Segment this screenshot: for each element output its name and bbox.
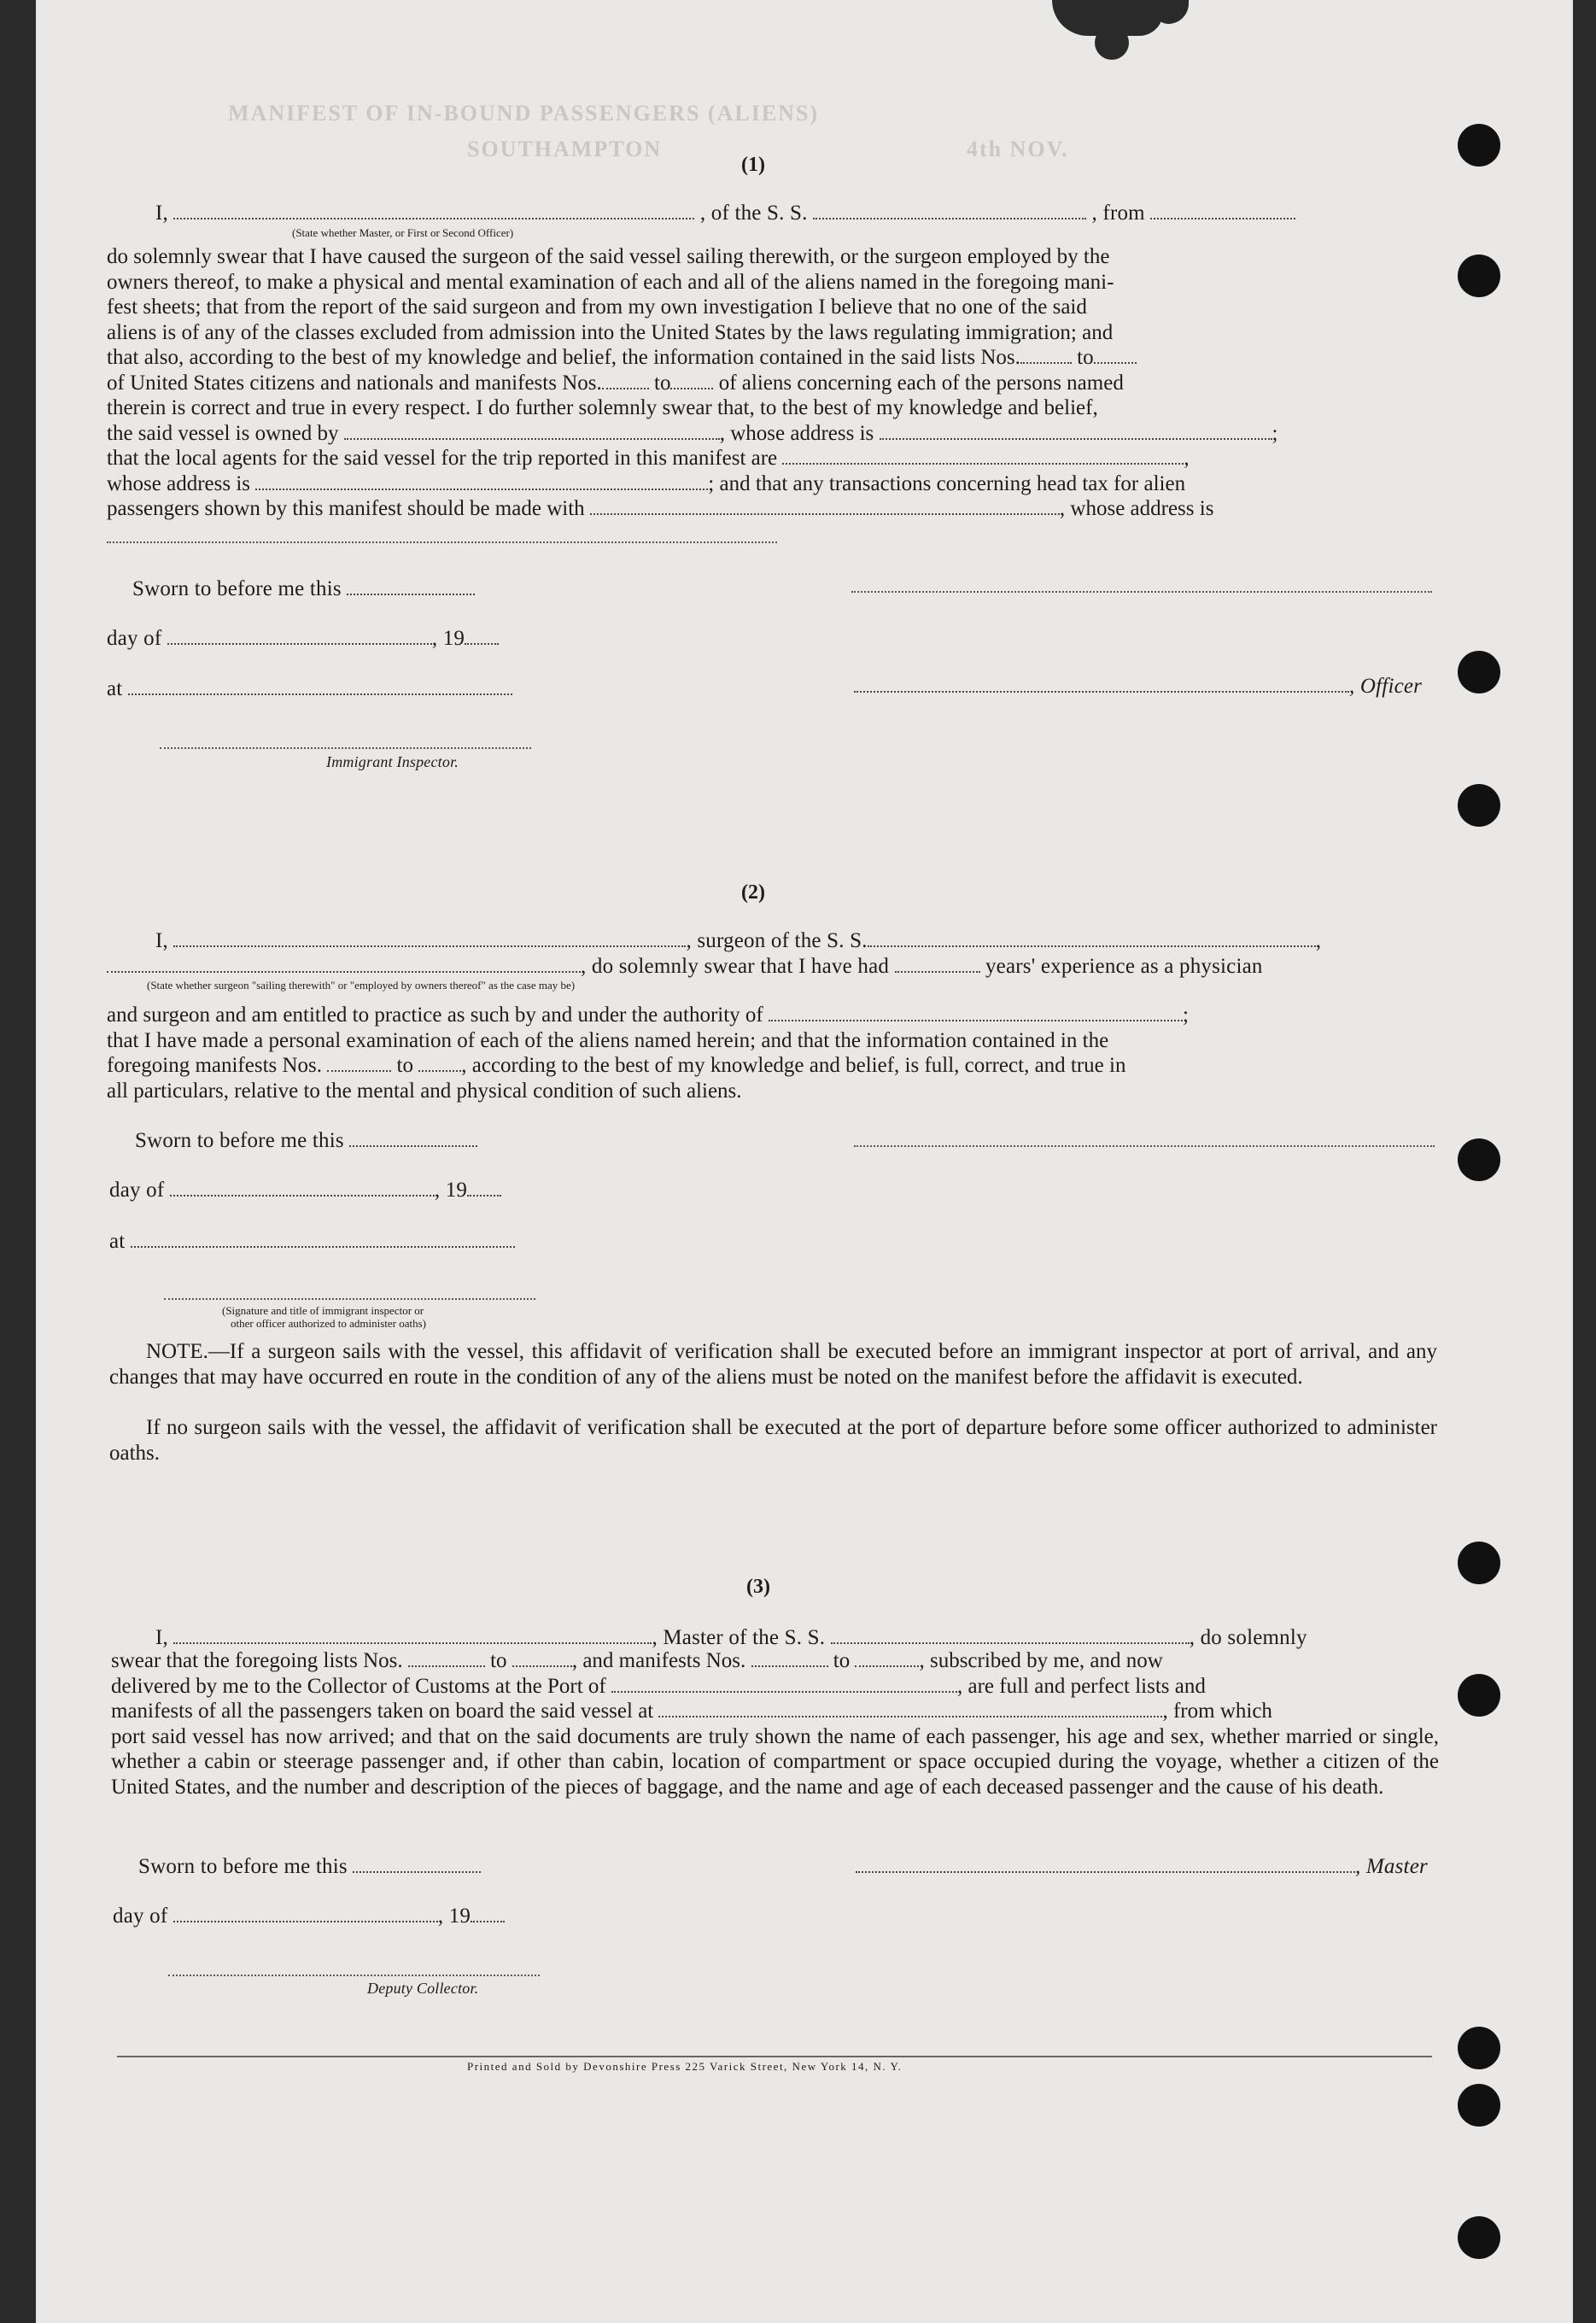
year-field[interactable] (467, 1179, 501, 1197)
address-continuation-field[interactable] (107, 540, 777, 543)
torn-edge (1155, 0, 1189, 24)
month-field[interactable] (173, 1905, 438, 1922)
punch-hole (1458, 255, 1500, 297)
embarkation-port-field[interactable] (658, 1700, 1162, 1717)
text-line: aliens is of any of the classes excluded from admission into the United States by the laws regulating immigration; and (107, 320, 1114, 344)
year-field[interactable] (465, 628, 499, 645)
section-1-body (107, 244, 1435, 522)
master-name-field[interactable] (173, 1627, 652, 1644)
collector-signature-field[interactable] (168, 1973, 540, 1976)
punch-hole (1458, 1542, 1500, 1584)
printer-imprint: Printed and Sold by Devonshire Press 225 Varick Street, New York 14, N. Y. (467, 2060, 903, 2073)
officer-note: (State whether Master, or First or Second Officer) (292, 226, 514, 239)
text-line: swear that the foregoing lists Nos. to , and manifests Nos. to , subscribed by me, and now (111, 1649, 1163, 1672)
master-signature-field[interactable] (856, 1856, 1355, 1873)
text-line: whose address is ; and that any transactions concerning head tax for alien (107, 471, 1186, 495)
signature-note: other officer authorized to administer oaths) (231, 1317, 426, 1330)
surgeon-vessel-field[interactable] (868, 930, 1316, 947)
text-line: that the local agents for the said vessel for the trip reported in this manifest are , (107, 447, 1190, 470)
text-line: that also, according to the best of my knowledge and belief, the information contained in the said lists Nos. to (107, 345, 1435, 371)
text-line: the said vessel is owned by , whose address is ; (107, 421, 1278, 445)
departure-port-field[interactable] (1150, 202, 1295, 219)
punch-hole (1458, 2027, 1500, 2069)
head-tax-contact-field[interactable] (590, 498, 1060, 515)
note-paragraph: NOTE.—If a surgeon sails with the vessel, this affidavit of verification shall be executed before an immigrant inspector at port of arrival, and any changes that may have occurred en route in the condition of any of the aliens must be noted on the manifest before the affidavit is executed. (109, 1340, 1437, 1389)
sworn-day-field[interactable] (353, 1856, 481, 1873)
master-signature-line: , Master (856, 1855, 1428, 1879)
authority-field[interactable] (769, 1004, 1183, 1021)
month-field[interactable] (170, 1179, 435, 1197)
note-paragraph: If no surgeon sails with the vessel, the affidavit of verification shall be executed at the port of departure before some officer authorized to administer oaths. (109, 1416, 1437, 1465)
day-of-line: day of , 19 (109, 1179, 501, 1202)
bleed-through-text: SOUTHAMPTON (467, 137, 663, 161)
text-line: fest sheets; that from the report of the said surgeon and from my own investigation I believe that no one of the said (107, 295, 1087, 319)
place-field[interactable] (131, 1231, 515, 1248)
footer-rule (117, 2056, 1432, 2057)
signature-note: (Signature and title of immigrant inspector or (222, 1304, 424, 1317)
text-paragraph: port said vessel has now arrived; and that on the said documents are truly shown the name of each passenger, his age and sex, whether married or single, whether a cabin or steerage passenger and, if other than cabin, location of compartment or space occupied during the voyage, whether a citizen of the United States, and the number and description of the pieces of baggage, and the name and age of each deceased passenger and the cause of his death. (111, 1724, 1439, 1799)
manifest-to-field[interactable] (418, 1055, 461, 1072)
surgeon-line: I, , surgeon of the S. S. , (155, 929, 1322, 952)
text-line: all particulars, relative to the mental and physical condition of such aliens. (107, 1079, 742, 1103)
text-line: that I have made a personal examination of each of the aliens named herein; and that the information contained in the (107, 1028, 1109, 1052)
sworn-day-field[interactable] (347, 578, 475, 595)
section-1-title: (1) (741, 154, 765, 176)
bleed-through-text: MANIFEST OF IN-BOUND PASSENGERS (ALIENS) (228, 101, 820, 126)
text-line: of United States citizens and nationals and manifests Nos. to of aliens concerning each of the persons named (107, 371, 1124, 395)
text-line: delivered by me to the Collector of Customs at the Port of , are full and perfect lists and (111, 1674, 1206, 1698)
surgeon-status-note: (State whether surgeon "sailing therewith" or "employed by owners thereof" as the case may be) (147, 979, 576, 992)
text-line: foregoing manifests Nos. to , according to the best of my knowledge and belief, is full, correct, and true in (107, 1054, 1126, 1077)
at-line: at (107, 677, 512, 701)
years-field[interactable] (895, 956, 980, 973)
punch-hole (1458, 1138, 1500, 1181)
inspector-signature-field[interactable] (160, 746, 531, 749)
label-i: I, (155, 202, 168, 225)
sworn-line: Sworn to before me this (138, 1855, 481, 1879)
punch-hole (1458, 1674, 1500, 1717)
text-line: owners thereof, to make a physical and mental examination of each and all of the aliens named in the foregoing mani- (107, 270, 1114, 294)
agents-address-field[interactable] (255, 473, 708, 490)
place-field[interactable] (128, 678, 512, 695)
at-line: at (109, 1230, 515, 1254)
punch-hole (1458, 2084, 1500, 2127)
sworn-day-field[interactable] (349, 1130, 477, 1147)
manifests-from-field[interactable] (751, 1650, 828, 1667)
officer-name-field[interactable] (173, 202, 694, 219)
section-2-title: (2) (741, 881, 765, 904)
text-line: therein is correct and true in every respect. I do further solemnly swear that, to the best of my knowledge and belief, (107, 396, 1098, 419)
punch-hole (1458, 784, 1500, 827)
manifest-from-field[interactable] (327, 1055, 391, 1072)
bleed-through-text: 4th NOV. (967, 137, 1069, 161)
month-field[interactable] (167, 628, 432, 645)
vessel-name-field[interactable] (831, 1627, 1190, 1644)
lists-to-field[interactable] (1094, 347, 1137, 364)
master-line (155, 202, 1295, 225)
text-line: and surgeon and am entitled to practice as such by and under the authority of ; (107, 1004, 1189, 1027)
local-agents-field[interactable] (782, 448, 1184, 465)
day-of-line: day of , 19 (113, 1905, 505, 1928)
owner-field[interactable] (344, 423, 720, 440)
day-of-line: day of , 19 (107, 627, 499, 651)
experience-line: , do solemnly swear that I have had years' experience as a physician (107, 955, 1263, 979)
text-line: do solemnly swear that I have caused the surgeon of the said vessel sailing therewith, or the surgeon employed by the (107, 245, 1110, 268)
collector-caption: Deputy Collector. (367, 1980, 479, 1997)
vessel-name-field[interactable] (813, 202, 1086, 219)
lists-from-field[interactable] (408, 1650, 485, 1667)
sworn-line: Sworn to before me this (135, 1129, 477, 1153)
text-line: passengers shown by this manifest should be made with , whose address is (107, 497, 1214, 520)
inspector-signature-field[interactable] (164, 1296, 535, 1300)
manifest-sheet (36, 0, 1573, 2323)
punch-hole (1458, 651, 1500, 693)
surgeon-name-field[interactable] (173, 930, 686, 947)
officer-signature-field[interactable] (854, 676, 1349, 693)
section-3-body (111, 1648, 1439, 1799)
punch-hole (1458, 2216, 1500, 2259)
label-from: , from (1091, 202, 1145, 225)
signature-field[interactable] (851, 589, 1432, 593)
section-3-title: (3) (746, 1576, 770, 1598)
surgeon-status-field[interactable] (107, 956, 581, 973)
surgeon-signature-field[interactable] (854, 1144, 1435, 1147)
torn-edge (1095, 26, 1129, 60)
label-of-ss: , of the S. S. (699, 202, 808, 225)
port-field[interactable] (611, 1676, 957, 1693)
officer-line: , Officer (854, 675, 1422, 699)
manifests-to-field[interactable] (670, 372, 713, 389)
owner-address-field[interactable] (880, 423, 1272, 440)
punch-hole (1458, 124, 1500, 167)
inspector-caption: Immigrant Inspector. (326, 753, 459, 770)
master-line: I, , Master of the S. S. , do solemnly (155, 1626, 1307, 1649)
year-field[interactable] (471, 1905, 505, 1922)
sworn-line: Sworn to before me this (132, 577, 475, 601)
text-line: manifests of all the passengers taken on board the said vessel at , from which (111, 1700, 1272, 1723)
manifests-from-field[interactable] (602, 372, 649, 389)
lists-from-field[interactable] (1020, 347, 1072, 364)
lists-to-field[interactable] (512, 1650, 572, 1667)
section-2-body (107, 1003, 1435, 1103)
manifests-to-field[interactable] (855, 1650, 919, 1667)
